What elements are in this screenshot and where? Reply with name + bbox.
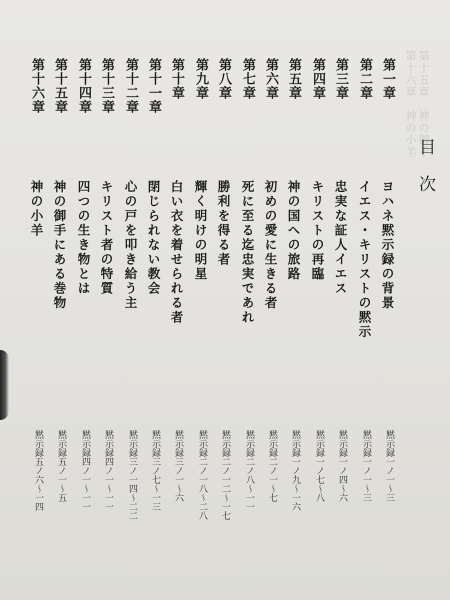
binding-shadow (0, 350, 9, 420)
chapter-number: 第四章 (310, 58, 325, 100)
chapter-reference: 黙示録一ノ一～三 (384, 430, 394, 502)
chapter-title: 神の御手にある巻物 (52, 180, 67, 311)
chapter-number: 第九章 (193, 58, 208, 100)
chapter-number: 第十章 (169, 58, 184, 100)
chapter-title: 心の戸を叩き給う主 (123, 180, 138, 311)
chapter-reference: 黙示録一ノ七～八 (314, 430, 324, 502)
chapter-reference: 黙示録三ノ一～六 (173, 430, 183, 502)
chapter-reference: 黙示録二ノ一～七 (267, 430, 277, 502)
chapter-reference: 黙示録四ノ一～一一 (103, 430, 113, 511)
chapter-title: 四つの生き物とは (76, 180, 91, 296)
chapter-reference: 黙示録二ノ八～一一 (244, 430, 254, 511)
chapter-title: キリスト者の特質 (99, 180, 114, 296)
chapter-title: 死に至る迄忠実であれ (240, 180, 255, 325)
chapter-title: 初めの愛に生きる者 (263, 180, 278, 311)
chapter-reference: 黙示録四ノ一～一一 (80, 430, 90, 511)
chapter-title: 輝く明けの明星 (193, 180, 208, 282)
chapter-reference: 黙示録五ノ一～五 (56, 430, 66, 502)
chapter-number: 第五章 (286, 58, 301, 100)
chapter-number: 第八章 (216, 58, 231, 100)
chapter-number: 第十三章 (99, 58, 114, 114)
chapter-reference: 黙示録二ノ一八～二八 (197, 430, 207, 520)
chapter-number: 第十四章 (76, 58, 91, 114)
chapter-number: 第十六章 (29, 58, 44, 114)
chapter-number: 第三章 (333, 58, 348, 100)
chapter-title: 閉じられない教会 (146, 180, 161, 296)
chapter-reference: 黙示録一ノ四～六 (337, 430, 347, 502)
chapter-number: 第一章 (380, 58, 395, 100)
chapter-title: 勝利を得る者 (216, 180, 231, 267)
chapter-title: 神の小羊 (29, 180, 44, 238)
chapter-title: イエス・キリストの黙示 (357, 180, 372, 340)
chapter-number: 第十二章 (123, 58, 138, 114)
chapter-number: 第二章 (357, 58, 372, 100)
chapter-title: ヨハネ黙示録の背景 (380, 180, 395, 311)
chapter-title: キリストの再臨 (310, 180, 325, 282)
chapter-number: 第十一章 (146, 58, 161, 114)
toc-heading: 目次 (415, 138, 435, 212)
chapter-reference: 黙示録三ノ一四～二二 (127, 430, 137, 520)
chapter-reference: 黙示録五ノ六～一四 (33, 430, 43, 511)
chapter-reference: 黙示録二ノ一二～一七 (220, 430, 230, 520)
chapter-reference: 黙示録三ノ七～一三 (150, 430, 160, 511)
bleed-through-text: 第十五章 神の御手 (417, 50, 430, 158)
chapter-reference: 黙示録一ノ一～三 (361, 430, 371, 502)
bleed-through-text: 第十六章 神の小羊 (404, 50, 417, 158)
chapter-number: 第六章 (263, 58, 278, 100)
chapter-title: 忠実な証人イエス (333, 180, 348, 296)
chapter-title: 白い衣を着せられる者 (169, 180, 184, 325)
chapter-title: 神の国への旅路 (286, 180, 301, 282)
chapter-reference: 黙示録一ノ九～一六 (290, 430, 300, 511)
chapter-number: 第七章 (240, 58, 255, 100)
chapter-number: 第十五章 (52, 58, 67, 114)
